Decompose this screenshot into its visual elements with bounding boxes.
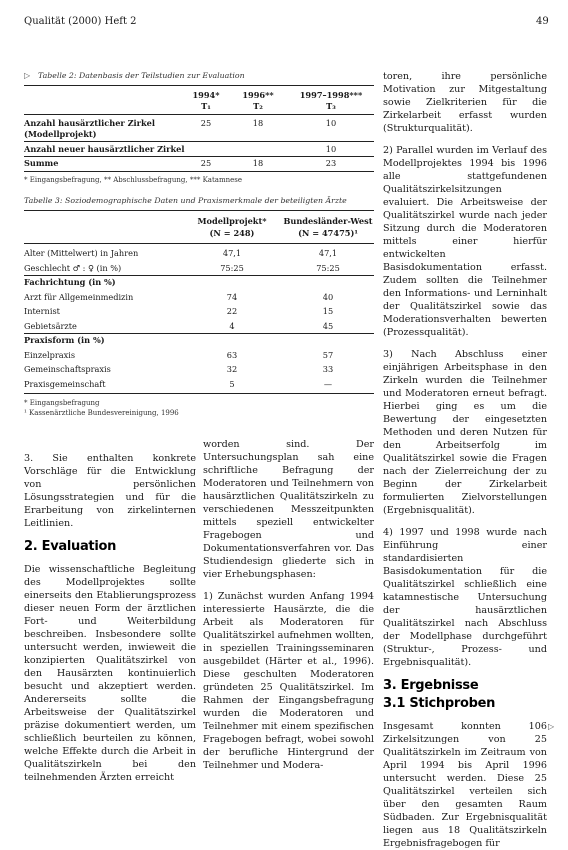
table1-bottom-rule (24, 171, 374, 172)
table2-cell: 74 (226, 291, 238, 302)
table1-row-label: Anzahl hausärztlicher Zirkel (24, 118, 155, 128)
table1-cell: 10 (325, 144, 337, 154)
table2-cell: — (323, 378, 333, 389)
column-right (383, 70, 547, 850)
paragraph: toren, ihre persönliche Motivation zur Mitgestaltung sowie Zielkriterien für die Zirkelarbeit erfasst wurden (Strukturqualität). (383, 71, 547, 134)
paragraph: 3) Nach Abschluss einer einjährigen Arbeitsphase in den Zirkeln wurden die Teilnehmer und Moderatoren erneut befragt. Hierbei ging es um die Bewertung der eingesetzten Methoden und deren Nutzen für den Arbeitserfolg im Qualitätszirkel sowie die Fragen nach der Zielerreichung der zu Beginn der Zirkelarbeit formulierten Zielvorstellungen (Ergebnisqualität). (383, 349, 547, 516)
table2-col2-head: Bundesländer-West (283, 216, 373, 226)
table1-col-year: 1997–1998*** (299, 90, 363, 100)
table1-col-year: 1996** (242, 90, 274, 100)
table1-footnote: * Eingangsbefragung, ** Abschlussbefragung, *** Katamnese (24, 176, 242, 184)
table1-caption: Tabelle 2: Datenbasis der Teilstudien zur Evaluation (38, 71, 245, 80)
paragraph: Die wissenschaftliche Begleitung des Modellprojektes sollte einerseits den Etablierungsprozess dieser neuen Form der ärztlichen Fort- und Weiterbildung beschreiben. Insbesondere sollte untersucht werden, inwieweit die konzipierten Qualitätszirkel von den Hausärzten kontinuierlich besucht und akzeptiert werden. Andererseits sollte die Arbeitsweise der Qualitätszirkel präzise dokumentiert werden, um schließlich beurteilen zu können, welche Effekte durch die Arbeit in Qualitätszirkeln bei den teilnehmenden Ärzten erreicht (24, 564, 196, 783)
table1-cell: 23 (325, 158, 337, 168)
table2-row-label: Fachrichtung (in %) (24, 277, 116, 287)
table2-top-rule (24, 210, 374, 211)
table1-col-year: 1994* (192, 90, 220, 100)
table2-cell: 45 (322, 320, 334, 331)
table1-row-label: Summe (24, 158, 59, 168)
table2-cell: 4 (229, 320, 235, 331)
table2-cell: 75:25 (220, 262, 244, 273)
column-middle (203, 438, 374, 772)
table1-row-rule (24, 156, 374, 157)
table1-cell: 18 (252, 158, 264, 168)
table1-row-rule (24, 141, 374, 142)
paragraph: 2) Parallel wurden im Verlauf des Modellprojektes 1994 bis 1996 alle stattgefundenen Qualitätszirkelsitzungen evaluiert. Die Arbeitsweise der Qualitätszirkel wurde nach jeder Sitzung durch die Moderatoren mittels einer hierfür entwickelten Basisdokumentation erfasst. Zudem sollten die Teilnehmer den Informations- und Lerninhalt der Qualitätszirkel sowie das Moderationsverhalten bewerten (Prozessqualität). (383, 145, 547, 338)
table2-row-label: Praxisform (in %) (24, 335, 105, 345)
table1-cell: 25 (200, 118, 212, 128)
table2-row-label: Geschlecht ♂ : ♀ (in %) (24, 262, 122, 273)
subsection-heading: 3.1 Stichproben (383, 696, 496, 711)
table1-top-rule (24, 85, 374, 86)
table2-row-label: Gebietsärzte (24, 320, 77, 331)
table2-row-label: Internist (24, 306, 60, 316)
table2-col1-head-n: (N = 248) (209, 228, 255, 238)
table2-row-label: Arzt für Allgemeinmedizin (24, 291, 134, 302)
paragraph: 1) Zunächst wurden Anfang 1994 interessierte Hausärzte, die die Arbeit als Moderatoren für Qualitätszirkel aufnehmen wollten, in speziellen Trainingsseminaren ausgebildet (Härter et al., 1996). Diese geschulten Moderatoren gründeten 25 Qualitätszirkel. Im Rahmen der Eingangsbefragung wurden die Moderatoren und Teilnehmer mit einem spezifischen Fragebogen befragt, wobei sowohl der berufliche Hintergrund der Teilnehmer und Modera- (203, 591, 374, 771)
table2-row-label: Alter (Mittelwert) in Jahren (24, 248, 139, 258)
table2-cell: 47,1 (318, 248, 338, 258)
table1-col-label: T₁ (201, 101, 211, 111)
table2-cell: 63 (226, 349, 238, 360)
table2-footnote: ¹ Kassenärztliche Bundesvereinigung, 1996 (24, 409, 179, 417)
page-number: 49 (536, 16, 549, 27)
paragraph: 3. Sie enthalten konkrete Vorschläge für die Entwicklung von persönlichen Lösungsstrategien und für die Erarbeitung von zirkelinternen Leitlinien. (24, 453, 196, 529)
table2-footnote: * Eingangsbefragung (24, 399, 100, 407)
table2-cell: 57 (322, 349, 334, 360)
table2-cell: 75:25 (316, 262, 340, 273)
table1-head-rule (24, 114, 374, 115)
table2-group-rule (24, 275, 374, 276)
table1-col-label: T₂ (253, 101, 263, 111)
table2-col2-head-n: (N = 47475)¹ (298, 228, 358, 238)
table2-bottom-rule (24, 393, 374, 394)
table2-cell: 22 (226, 306, 238, 316)
table1-cell: 10 (325, 118, 337, 128)
table2-head-rule (24, 243, 374, 244)
table1-row-label: Anzahl neuer hausärztlicher Zirkel (24, 144, 185, 154)
paragraph: worden sind. Der Untersuchungsplan sah eine schriftliche Befragung der Moderatoren und Teilnehmern von hausärztlichen Qualitätszirkeln zu verschiedenen Messzeitpunkten mittels speziell entwickelter Fragebogen und Dokumentationsverfahren vor. Das Studiendesign gliederte sich in vier Erhebungsphasen: (203, 439, 374, 580)
table1-cell: 25 (200, 158, 212, 168)
table2-cell: 32 (226, 364, 238, 374)
table2-cell: 47,1 (222, 248, 242, 258)
table1-col-label: T₃ (326, 101, 336, 111)
table2-cell: 5 (229, 378, 235, 389)
table1-row-label2: (Modellprojekt) (24, 129, 97, 139)
paragraph: 4) 1997 und 1998 wurde nach Einführung einer standardisierten Basisdokumentation für die Qualitätszirkel schließlich eine katamnestische Untersuchung der hausärztlichen Qualitätszirkel nach Abschluss der Modellphase durchgeführt (Struktur-, Prozess- und Ergebnisqualität). (383, 527, 547, 668)
table2-cell: 40 (322, 291, 334, 302)
section-heading: 3. Ergebnisse (383, 678, 479, 693)
section-heading: 2. Evaluation (24, 539, 117, 554)
table1-cell: 18 (252, 118, 264, 128)
table2-row-label: Einzelpraxis (24, 349, 76, 360)
paragraph: Insgesamt konnten 106 Zirkelsitzungen von 25 Qualitätszirkeln im Zeitraum von April 1994 bis April 1996 untersucht werden. Diese 25 Qualitätszirkel verteilen sich über den gesamten Raum Südbaden. Zur Ergebnisqualität liegen aus 18 Qualitätszirkeln Ergebnisfragebogen für (383, 721, 547, 849)
column-left (24, 452, 196, 784)
running-header: Qualität (2000) Heft 2 (24, 16, 137, 27)
table2-cell: 33 (322, 364, 334, 374)
table2-col1-head: Modellprojekt* (197, 216, 267, 226)
table2-cell: 15 (322, 306, 334, 316)
table2-row-label: Gemeinschaftspraxis (24, 364, 111, 374)
table2-caption: Tabelle 3: Soziodemographische Daten und Praxismerkmale der beteiligten Ärzte (24, 196, 347, 205)
table2-group-rule (24, 333, 374, 334)
arrow-right-icon: ▷ (24, 71, 31, 80)
arrow-right-icon: ▷ (548, 722, 555, 731)
table2-row-label: Praxisgemeinschaft (24, 378, 106, 389)
